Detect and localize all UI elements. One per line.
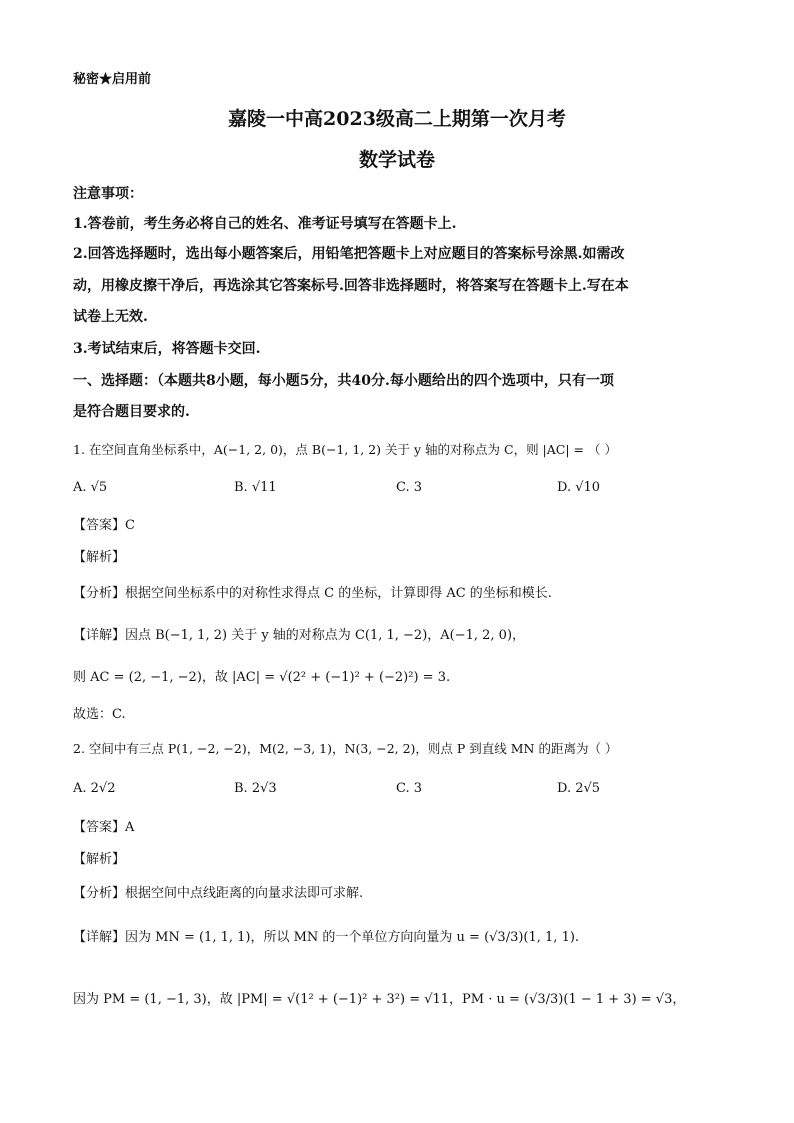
notice-item-3: 3.考试结束后，将答题卡交回. <box>73 341 261 357</box>
section-1-line-1: 一、选择题：（本题共8小题，每小题5分，共40分.每小题给出的四个选项中，只有一项 <box>73 373 614 389</box>
exam-title: 嘉陵一中高2023级高二上期第一次月考 <box>228 108 566 130</box>
notice-item-2-line-1: 2.回答选择题时，选出每小题答案后，用铅笔把答题卡上对应题目的答案标号涂黑.如需改 <box>73 246 625 262</box>
section-1-line-2: 是符合题目要求的. <box>73 404 190 420</box>
q2-option-d: D. 2√5 <box>557 781 601 796</box>
q2-stem: 2. 空间中有三点 P(1, −2, −2)，M(2, −3, 1)，N(3, −2, 2)，则点 P 到直线 MN 的距离为（ ） <box>73 741 618 756</box>
q2-option-a: A. 2√2 <box>73 781 116 796</box>
notice-heading: 注意事项： <box>73 186 143 202</box>
q2-option-c: C. 3 <box>396 781 423 796</box>
q1-option-d: D. √10 <box>557 480 601 495</box>
q2-analysis: 【分析】根据空间中点线距离的向量求法即可求解. <box>73 886 364 901</box>
q1-analysis: 【分析】根据空间坐标系中的对称性求得点 C 的坐标，计算即得 AC 的坐标和模长. <box>73 586 552 601</box>
q1-detail-line-1: 【详解】因点 B(−1, 1, 2) 关于 y 轴的对称点为 C(1, 1, −2)，A(−1, 2, 0)， <box>73 628 526 643</box>
notice-item-2-line-2: 动，用橡皮擦干净后，再选涂其它答案标号.回答非选择题时，将答案写在答题卡上.写在本 <box>73 278 629 294</box>
notice-item-1: 1.答卷前，考生务必将自己的姓名、准考证号填写在答题卡上. <box>73 216 457 232</box>
q1-answer: 【答案】C <box>73 518 135 533</box>
q2-option-b: B. 2√3 <box>234 781 277 796</box>
q2-detail-line-1: 【详解】因为 MN = (1, 1, 1)，所以 MN 的一个单位方向向量为 u = (√3/3)(1, 1, 1). <box>73 930 580 945</box>
exam-subject: 数学试卷 <box>358 149 435 171</box>
q2-answer: 【答案】A <box>73 820 135 835</box>
q1-option-b: B. √11 <box>234 480 277 495</box>
q1-detail-line-2: 则 AC = (2, −1, −2)，故 |AC| = √(2² + (−1)² + (−2)²) = 3. <box>73 670 451 685</box>
q1-option-a: A. √5 <box>73 480 108 495</box>
q2-detail-line-2: 因为 PM = (1, −1, 3)，故 |PM| = √(1² + (−1)² + 3²) = √11，PM · u = (√3/3)(1 − 1 + 3) = √3， <box>73 992 686 1007</box>
q1-stem: 1. 在空间直角坐标系中，A(−1, 2, 0)，点 B(−1, 1, 2) 关于 y 轴的对称点为 C，则 |AC| = （ ） <box>73 442 617 457</box>
q1-choice: 故选：C. <box>73 707 126 722</box>
q1-option-c: C. 3 <box>396 480 423 495</box>
q2-analysis-label: 【解析】 <box>73 852 126 867</box>
q1-analysis-label: 【解析】 <box>73 550 126 565</box>
secret-label: 秘密★启用前 <box>73 72 152 87</box>
notice-item-2-line-3: 试卷上无效. <box>73 309 148 325</box>
